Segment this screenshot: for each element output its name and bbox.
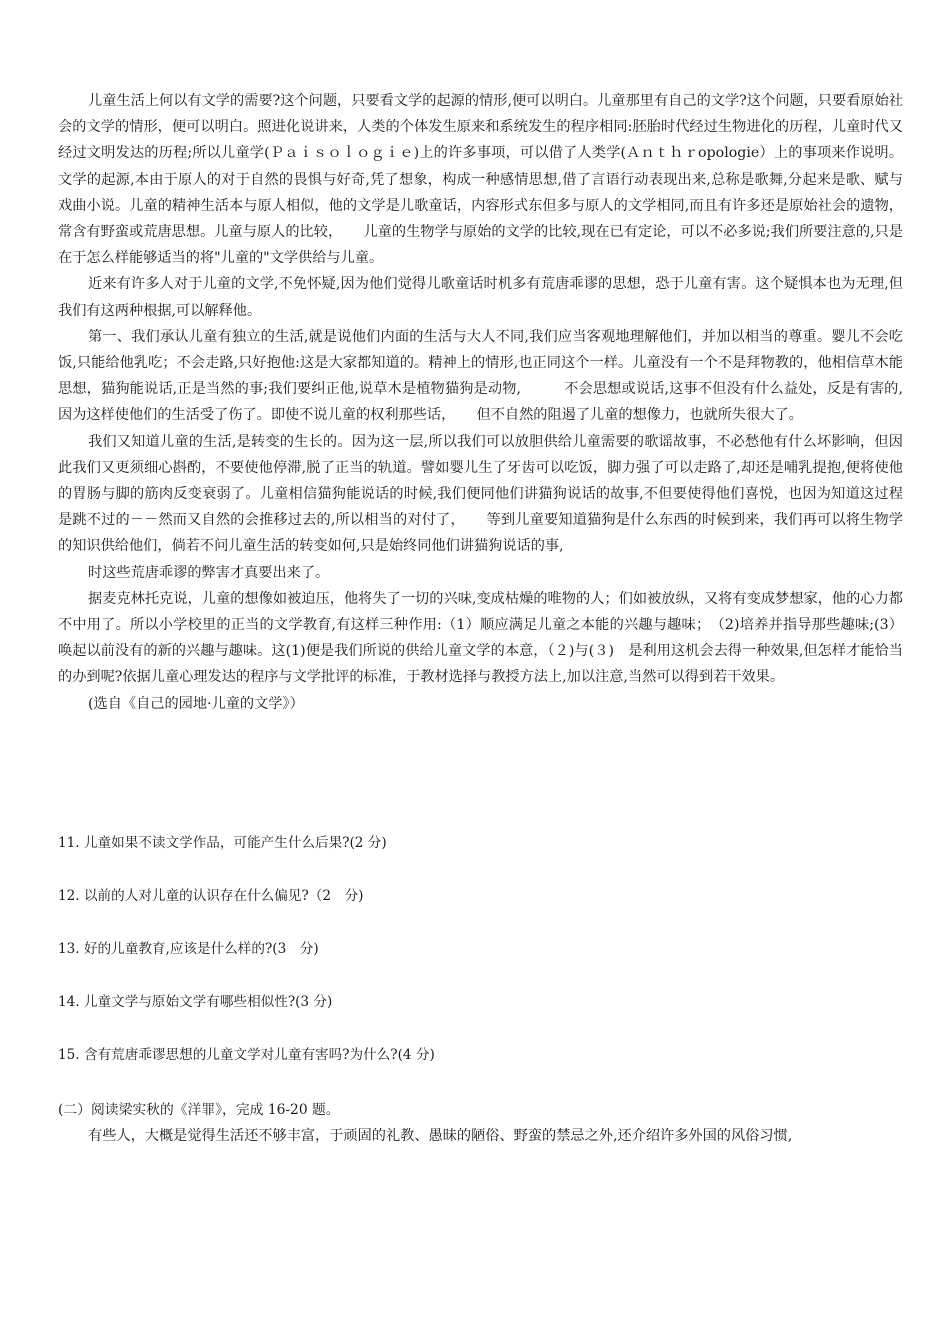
section-two-paragraph: 有些人，大概是觉得生活还不够丰富，于顽固的礼教、愚昧的陋俗、野蛮的禁忌之外,还介绍许多外国的风俗习惯, xyxy=(88,1128,793,1144)
paragraph-3: 第一、我们承认儿童有独立的生活,就是说他们内面的生活与大人不同,我们应当客观地理解他们，并加以相当的尊重。婴儿不会吃饭,只能给他乳吃；不会走路,只好抱他:这是大家都知道的。精神上的情形,也正同这个一样。儿童没有一个不是拜物教的，他相信草木能思想，猫狗能说话,正是当然的事;我们要纠正他,说草木是植物猫狗是动物, 不会思想或说话,这事不但没有什么益处，反是有害的,因为这样使他们的生活受了伤了。即使不说儿童的权利那些话， 但不自然的阻遏了儿童的想像力，也就所失很大了。 xyxy=(58,328,903,424)
question-15: 15. 含有荒唐乖谬思想的儿童文学对儿童有害吗?为什么?(4 分) xyxy=(58,1047,435,1063)
paragraph-6: 据麦克林托克说，儿童的想像如被迫压，他将失了一切的兴味,变成枯燥的唯物的人；们如被放纵，又将有变成梦想家，他的心力都不中用了。所以小学校里的正当的文学教育,有这样三种作用:（1）顺应满足儿童之本能的兴趣与趣味； （2)培养并指导那些趣味;(3）唤起以前没有的新的兴趣与趣味。这(1)便是我们所说的供给儿童文学的本意，（２)与(３) 是利用这机会去得一种效果,但怎样才能恰当的办到呢?依据儿童心理发达的程序与文学批评的标准，于教材选择与教授方法上,加以注意,当然可以得到若干效果。 xyxy=(58,590,903,686)
section-two-heading: (二）阅读梁实秋的《洋罪》，完成 16-20 题。 xyxy=(58,1102,340,1118)
paragraph-2: 近来有许多人对于儿童的文学,不免怀疑,因为他们觉得儿歌童话时机多有荒唐乖谬的思想，恐于儿童有害。这个疑惧本也为无理,但我们有这两种根据,可以解释他。 xyxy=(58,276,903,319)
paragraph-5: 时这些荒唐乖谬的弊害才真要出来了。 xyxy=(88,564,330,581)
section-two xyxy=(58,1097,903,1149)
question-14: 14. 儿童文学与原始文学有哪些相似性?(3 分) xyxy=(58,994,333,1010)
paragraph-4: 我们又知道儿童的生活,是转变的生长的。因为这一层,所以我们可以放胆供给儿童需要的歌谣故事，不必愁他有什么坏影响，但因此我们又更须细心斟酌，不要使他停滞,脱了正当的轨道。譬如婴儿生了牙齿可以吃饭，脚力强了可以走路了,却还是哺乳提抱,便将使他的胃肠与脚的筋肉反变衰弱了。儿童相信猫狗能说话的时候,我们便同他们讲猫狗说话的故事,不但要使得他们喜悦，也因为知道这过程是跳不过的－－然而又自然的会推移过去的,所以相当的对付了， 等到儿童要知道猫狗是什么东西的时候到来，我们再可以将生物学的知识供给他们，倘若不问儿童生活的转变如何,只是始终同他们讲猫狗说话的事, xyxy=(58,433,903,555)
question-list xyxy=(58,830,903,1095)
question-13: 13. 好的儿童教育,应该是什么样的?(3 分) xyxy=(58,941,319,957)
question-12: 12. 以前的人对儿童的认识存在什么偏见?（2 分) xyxy=(58,888,364,904)
article-body xyxy=(58,88,903,717)
source-citation: (选自《自己的园地·儿童的文学》） xyxy=(88,695,304,712)
question-11: 11. 儿童如果不读文学作品，可能产生什么后果?(2 分) xyxy=(58,835,387,851)
paragraph-1: 儿童生活上何以有文学的需要?这个问题，只要看文学的起源的情形,便可以明白。儿童那里有自己的文学?这个问题，只要看原始社会的文学的情形，便可以明白。照进化说讲来，人类的个体发生原来和系统发生的程序相同:胚胎时代经过生物进化的历程，儿童时代又经过文明发达的历程;所以儿童学(Ｐａｉｓｏｌｏｇｉｅ)上的许多事项，可以借了人类学(Ａｎｔｈｒopologie）上的事项来作说明。文学的起源,本由于原人的对于自然的畏惧与好奇,凭了想象，构成一种感情思想,借了言语行动表现出来,总称是歌舞,分起来是歌、赋与戏曲小说。儿童的精神生活本与原人相似，他的文学是儿歌童话，内容形式东但多与原人的文学相同,而且有许多还是原始社会的遗物，常含有野蛮或荒唐思想。儿童与原人的比较， 儿童的生物学与原始的文学的比较,现在已有定论，可以不必多说;我们所要注意的,只是在于怎么样能够适当的将"儿童的"文学供给与儿童。 xyxy=(58,93,903,267)
